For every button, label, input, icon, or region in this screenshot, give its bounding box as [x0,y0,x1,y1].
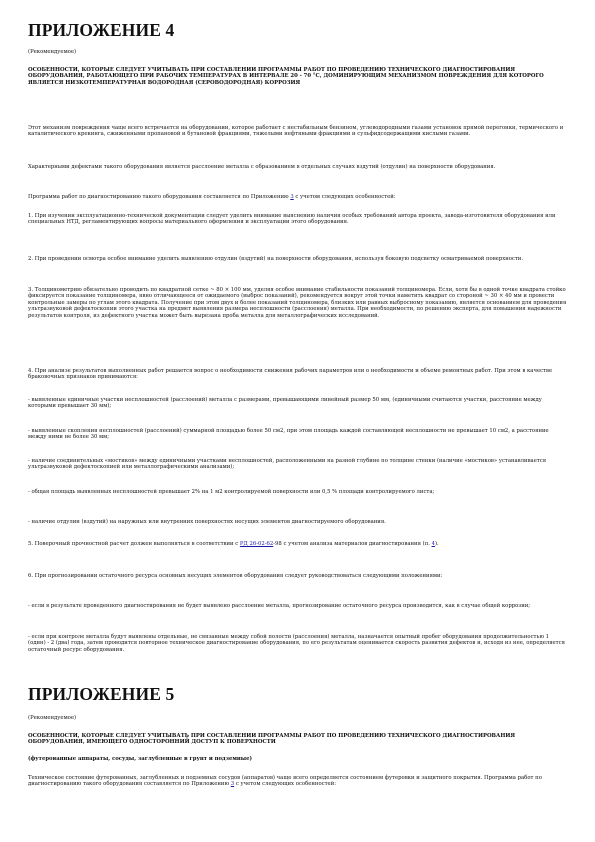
appendix-4-title: ПРИЛОЖЕНИЕ 4 [28,20,175,40]
appendix-4-recommended: (Рекомендуемое) [28,49,77,55]
appendix-4-item-6: 6. При прогнозировании остаточного ресурса основных несущих элементов оборудования следует руководствоваться следующими положениями: [28,573,443,579]
appendix-4-bullet-7: - если при контроле металла будут выявлены отдельные, не связанные между собой полости (расслоения) металла, назначается опытный пробег оборудования продолжительностью 1 (один) - 2 (два) года, затем проводится повторное техническое диагностирование оборудования, по его результатам оценивается скорость развития дефектов и, исходя из нее, определяется остаточный ресурс оборудования. [28,634,565,653]
appendix-5-subheading: (футерованные аппараты, сосуды, заглубленные в грунт и подземные) [28,756,252,762]
item-5-prefix: 5. Поверочный прочностной расчет должен выполняться в соответствии с [28,541,240,547]
item-5-suffix: ). [434,541,439,547]
appendix-4-bullet-1: - выявленные единичные участки несплошностей (расслоений) металла с размерами, превышающими линейный размер 50 мм, (единичными считаются участки, расстояние между которыми превышает 30 мм); [28,397,542,410]
rd-26-02-62-link[interactable]: РД 26-02-62 [239,541,274,547]
program-suffix: с учетом следующих особенностей: [293,194,396,200]
appendix-5-title: ПРИЛОЖЕНИЕ 5 [28,684,175,704]
appendix-4-bullet-3: - наличие соединительных «мостиков» между единичными участками несплошностей, расположенными на разной глубине по толщине стенки (наличие «мостиков» устанавливается ультразвуковой дефектоскопией или металлографическими анализами); [28,458,547,471]
item-5-middle: -98 с учетом анализа материалов диагностирования (п. [273,541,432,547]
appendix-4-intro: Этот механизм повреждения чаще всего встречается на оборудовании, которое работает с нестабильным бензином, углеводородными газами установок прямой перегонки, термического и каталитического крекинга, сжиженными пропановой и бутановой фракциями, тяжелыми нефтяными фракциями и сульфидсодержащими кислыми газами. [28,125,564,138]
appendix-3-link[interactable]: 3 [290,194,294,200]
appendix-4-item-1: 1. При изучении эксплуатационно-технической документации следует уделить внимание выяснению наличия особых требований автора проекта, завода-изготовителя оборудования или специальных НТД, регламентирующих вопросы материального оформления и эксплуатации этого оборудования. [28,213,556,226]
program-prefix: Программа работ по диагностированию такого оборудования составляется по Приложению [28,194,291,200]
appendix-4-item-4: 4. При анализе результатов выполненных работ решается вопрос о необходимости снижения рабочих параметров или о необходимости и объеме ремонтных работ. При этом в качестве браковочных признаков принимаются: [28,368,553,381]
appendix-4-program-text [28,194,568,200]
appendix-4-item-5 [28,541,568,547]
appendix-5-heading: ОСОБЕННОСТИ, КОТОРЫЕ СЛЕДУЕТ УЧИТЫВАТЬ ПРИ СОСТАВЛЕНИИ ПРОГРАММЫ РАБОТ ПО ПРОВЕДЕНИЮ ТЕХНИЧЕСКОГО ДИАГНОСТИРОВАНИЯ ОБОРУДОВАНИЯ, ИМЕЮЩЕГО ОДНОСТОРОННИЙ ДОСТУП К ПОВЕРХНОСТИ [28,733,516,746]
appendix-4-item-2: 2. При проведении осмотра особое внимание уделить выявлению отдулин (вздутий) на поверхности оборудования, используя боковую подсветку осматриваемой поверхности. [28,256,524,262]
appendix-5-text-prefix: Техническое состояние футерованных, заглубленных и подземных сосудов (аппаратов) чаще всего определяется состоянием футеровки и защитного покрытия. Программа работ по диагностированию такого оборудования составляется по Приложению [28,775,542,788]
appendix-4-bullet-2: - выявленные скопления несплошностей (расслоений) суммарной площадью более 50 см2, при этом площадь каждой составляющей несплошности не превышает 10 см2, а расстояние между ними не более 30 мм; [28,428,549,441]
appendix-5-text [28,775,568,788]
item-4-link[interactable]: 4 [431,541,435,547]
appendix-4-item-3: 3. Толщинометрию обязательно проводить по квадратной сетке ~ 80 × 100 мм, уделяя особое внимание стабильности показаний толщиномера. Если, хотя бы в одной точке квадрата стойко фиксируется показание толщиномера, явно отличающееся от ожидаемого (выброс показаний), рекомендуется вокруг этой точки наметить квадрат со стороной ~ 30 × 40 мм и провести контрольные замеры по углам этого квадрата. Получение при этом двух и более показаний толщиномера, близких или равных выбросному показанию, является основанием для проведения ультразвуковой дефектоскопии этого участка на предмет выявления размера несплошности (расслоения) металла. При необходимости, по решению эксперта, для повышения надежности результатов контроля, из дефектного участка может быть вырезана проба металла для металлографических исследований. [28,287,567,319]
appendix-5-recommended: (Рекомендуемое) [28,715,77,721]
appendix-4-bullet-5: - наличие отдулин (вздутий) на наружных или внутренних поверхностях несущих элементов диагностируемого оборудования. [28,519,386,525]
appendix-4-bullet-4: - общая площадь выявленных несплошностей превышает 2% на 1 м2 контролируемой поверхности или 0,5 % площади контролируемого листа; [28,489,435,495]
appendix-4-heading: ОСОБЕННОСТИ, КОТОРЫЕ СЛЕДУЕТ УЧИТЫВАТЬ ПРИ СОСТАВЛЕНИИ ПРОГРАММЫ РАБОТ ПО ПРОВЕДЕНИЮ ТЕХНИЧЕСКОГО ДИАГНОСТИРОВАНИЯ ОБОРУДОВАНИЯ, РАБОТАЮЩЕГО ПРИ РАБОЧИХ ТЕМПЕРАТУРАХ В ИНТЕРВАЛЕ 20 - 70 °С, ДОМИНИРУЮЩИМ МЕХАНИЗМОМ ПОВРЕЖДЕНИЯ ДЛЯ КОТОРОГО ЯВЛЯЕТСЯ НИЗКОТЕМПЕРАТУРНАЯ ВОДОРОДНАЯ (СЕРОВОДОРОДНАЯ) КОРРОЗИЯ [28,67,544,86]
appendix-5-text-suffix: с учетом следующих особенностей: [234,781,336,788]
appendix-4-bullet-6: - если в результате проведенного диагностирования не будет выявлено расслоение металла, прогнозирование остаточного ресурса производится, как в случае общей коррозии; [28,603,531,609]
appendix-4-defects: Характерными дефектами такого оборудования является расслоение металла с образованием в отдельных случаях вздутий (отдулин) на поверхности оборудования. [28,164,496,170]
appendix-3-link-2[interactable]: 3 [230,781,235,788]
